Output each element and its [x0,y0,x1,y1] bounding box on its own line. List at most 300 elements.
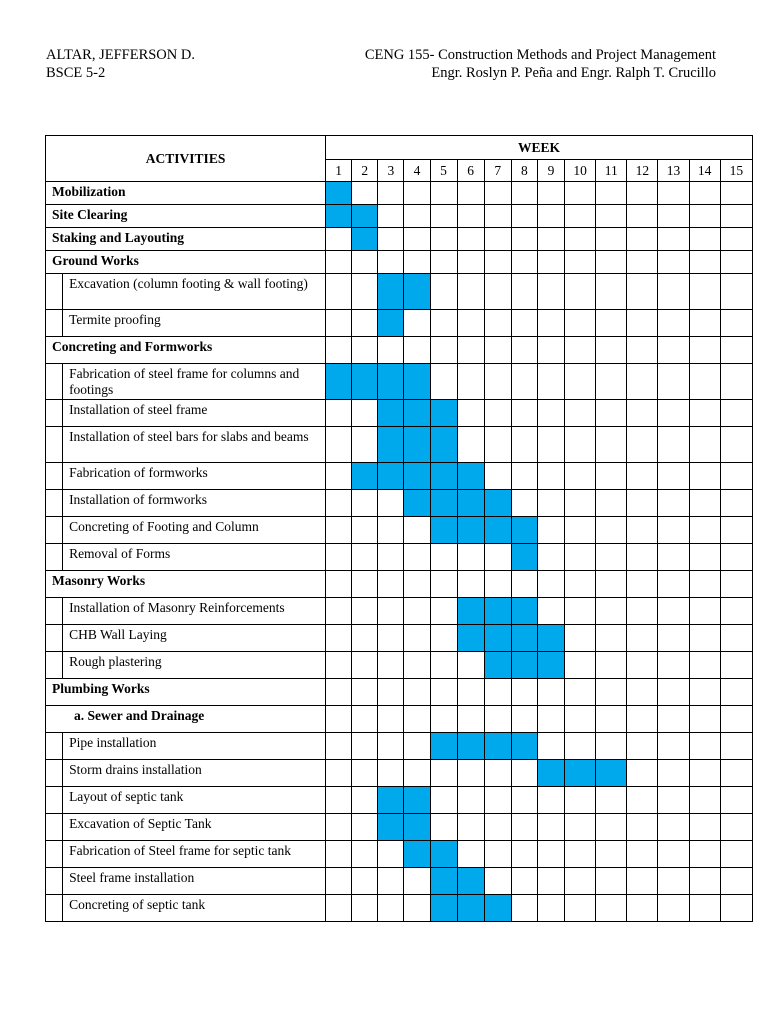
week-cell [378,625,404,652]
activity-row [46,652,753,679]
week-cell [627,679,658,706]
week-number-3: 3 [378,160,404,182]
week-cell [720,679,752,706]
week-cell [352,787,378,814]
activity-label [63,400,326,427]
week-cell [596,274,627,310]
week-cell [484,337,511,364]
week-cell [720,251,752,274]
week-cell [689,652,720,679]
week-cell [511,841,537,868]
indent-cell [46,787,63,814]
activity-label [63,814,326,841]
week-cell [689,760,720,787]
week-cell [565,364,596,400]
week-cell [565,895,596,922]
week-cell [720,205,752,228]
scheduled-week-cell [378,787,404,814]
week-cell [404,895,430,922]
scheduled-week-cell [378,310,404,337]
activity-label [46,571,326,598]
week-cell [689,706,720,733]
week-cell [352,895,378,922]
week-cell [658,337,689,364]
activity-label [63,310,326,337]
activity-row [46,679,753,706]
indent-cell [46,814,63,841]
week-cell [378,228,404,251]
scheduled-week-cell [430,427,457,463]
activity-label [63,760,326,787]
week-cell [565,652,596,679]
week-cell [565,841,596,868]
week-cell [627,228,658,251]
week-number-7: 7 [484,160,511,182]
week-cell [658,895,689,922]
week-cell [596,182,627,205]
week-cell [404,760,430,787]
week-cell [378,544,404,571]
week-cell [627,310,658,337]
scheduled-week-cell [511,733,537,760]
activity-label [46,182,326,205]
week-cell [511,427,537,463]
week-cell [658,251,689,274]
week-cell [537,463,564,490]
week-cell [596,571,627,598]
week-cell [658,427,689,463]
week-cell [484,251,511,274]
scheduled-week-cell [326,205,352,228]
scheduled-week-cell [404,841,430,868]
week-cell [689,182,720,205]
week-cell [511,490,537,517]
week-cell [484,310,511,337]
week-cell [326,490,352,517]
week-cell [484,364,511,400]
activity-label [63,895,326,922]
week-cell [484,679,511,706]
activity-row [46,228,753,251]
week-cell [720,228,752,251]
week-cell [511,251,537,274]
week-cell [720,652,752,679]
week-number-6: 6 [457,160,484,182]
week-cell [689,490,720,517]
week-cell [537,841,564,868]
week-cell [627,463,658,490]
week-cell [565,571,596,598]
activity-row [46,625,753,652]
scheduled-week-cell [378,364,404,400]
week-cell [511,679,537,706]
week-cell [430,337,457,364]
week-cell [511,337,537,364]
week-cell [720,427,752,463]
week-cell [404,517,430,544]
week-cell [596,427,627,463]
scheduled-week-cell [457,463,484,490]
week-cell [352,679,378,706]
week-cell [537,182,564,205]
scheduled-week-cell [596,760,627,787]
week-cell [627,571,658,598]
week-cell [720,364,752,400]
week-cell [720,337,752,364]
week-cell [658,517,689,544]
week-cell [658,544,689,571]
week-cell [720,544,752,571]
scheduled-week-cell [378,274,404,310]
week-cell [378,679,404,706]
week-cell [511,463,537,490]
week-cell [658,400,689,427]
week-cell [720,895,752,922]
week-cell [326,787,352,814]
indent-cell [46,652,63,679]
activity-label-text: Installation of formworks [69,492,208,507]
week-cell [457,679,484,706]
scheduled-week-cell [378,814,404,841]
week-cell [537,868,564,895]
scheduled-week-cell [537,625,564,652]
activities-header: ACTIVITIES [46,136,326,182]
activity-label [63,427,326,463]
week-cell [658,733,689,760]
week-cell [720,274,752,310]
week-cell [326,400,352,427]
week-cell [430,652,457,679]
indent-cell [46,400,63,427]
week-cell [378,841,404,868]
week-cell [627,251,658,274]
week-cell [565,679,596,706]
week-cell [378,652,404,679]
scheduled-week-cell [430,895,457,922]
scheduled-week-cell [457,895,484,922]
week-cell [430,814,457,841]
activity-label-text: Installation of Masonry Reinforcements [69,600,285,615]
activity-label-text: Concreting and Formworks [52,339,213,354]
week-cell [596,679,627,706]
week-number-15: 15 [720,160,752,182]
week-cell [658,205,689,228]
week-cell [352,310,378,337]
week-number-5: 5 [430,160,457,182]
week-cell [484,760,511,787]
indent-cell [46,364,63,400]
activity-label [63,733,326,760]
activity-label [63,463,326,490]
week-cell [596,364,627,400]
week-cell [596,814,627,841]
week-cell [596,841,627,868]
week-cell [627,182,658,205]
week-cell [352,814,378,841]
activity-label-text: a. Sewer and Drainage [74,708,205,723]
week-cell [689,427,720,463]
week-cell [658,364,689,400]
activity-label [46,337,326,364]
week-cell [658,787,689,814]
activity-row [46,598,753,625]
scheduled-week-cell [404,364,430,400]
week-cell [430,544,457,571]
week-cell [378,490,404,517]
week-cell [511,182,537,205]
activity-label-text: Storm drains installation [69,762,202,777]
week-cell [484,544,511,571]
activity-label [63,625,326,652]
week-cell [720,841,752,868]
week-cell [689,251,720,274]
week-cell [484,205,511,228]
activity-row [46,706,753,733]
week-cell [430,571,457,598]
week-cell [720,310,752,337]
week-cell [484,841,511,868]
activity-row [46,274,753,310]
week-cell [689,841,720,868]
week-cell [596,733,627,760]
activity-label [63,490,326,517]
activity-label-text: Fabrication of Steel frame for septic tank [69,843,291,858]
week-cell [457,652,484,679]
week-cell [457,251,484,274]
week-cell [457,427,484,463]
scheduled-week-cell [378,463,404,490]
indent-cell [46,625,63,652]
week-cell [720,463,752,490]
week-cell [352,598,378,625]
activity-row [46,427,753,463]
week-cell [484,706,511,733]
indent-cell [46,733,63,760]
activity-label-text: Concreting of Footing and Column [69,519,259,534]
week-cell [596,251,627,274]
week-cell [352,706,378,733]
activity-label [46,706,326,733]
week-cell [326,868,352,895]
week-cell [658,310,689,337]
week-cell [627,625,658,652]
week-cell [658,760,689,787]
week-cell [596,598,627,625]
week-cell [537,571,564,598]
week-cell [326,652,352,679]
activity-label [46,205,326,228]
activity-row [46,364,753,400]
indent-cell [46,868,63,895]
week-cell [404,310,430,337]
scheduled-week-cell [457,517,484,544]
activity-label-text: Excavation (column footing & wall footing) [69,276,308,291]
scheduled-week-cell [430,517,457,544]
week-cell [720,400,752,427]
week-cell [689,337,720,364]
week-cell [720,517,752,544]
week-cell [326,598,352,625]
week-cell [326,571,352,598]
week-cell [484,814,511,841]
week-cell [565,274,596,310]
week-cell [565,205,596,228]
week-cell [565,598,596,625]
activity-row [46,517,753,544]
week-cell [627,787,658,814]
week-cell [404,625,430,652]
week-cell [537,337,564,364]
scheduled-week-cell [484,652,511,679]
week-cell [537,310,564,337]
week-cell [627,733,658,760]
scheduled-week-cell [404,490,430,517]
week-cell [689,868,720,895]
week-cell [627,427,658,463]
scheduled-week-cell [484,733,511,760]
week-cell [404,868,430,895]
week-cell [378,337,404,364]
week-cell [596,310,627,337]
scheduled-week-cell [404,787,430,814]
week-cell [326,337,352,364]
activity-label-text: Concreting of septic tank [69,897,206,912]
week-cell [537,427,564,463]
week-cell [352,868,378,895]
scheduled-week-cell [537,760,564,787]
week-cell [565,787,596,814]
week-cell [596,652,627,679]
week-cell [565,337,596,364]
activity-label-text: Site Clearing [52,207,128,222]
week-number-10: 10 [565,160,596,182]
week-cell [326,310,352,337]
indent-cell [46,463,63,490]
activity-row [46,841,753,868]
week-cell [537,205,564,228]
scheduled-week-cell [511,598,537,625]
week-cell [457,841,484,868]
week-cell [457,182,484,205]
week-number-1: 1 [326,160,352,182]
activity-label-text: Fabrication of steel frame for columns and footings [69,366,300,397]
week-cell [511,760,537,787]
week-cell [565,490,596,517]
scheduled-week-cell [430,400,457,427]
week-cell [596,895,627,922]
week-cell [627,868,658,895]
week-cell [404,571,430,598]
week-cell [352,625,378,652]
activity-label-text: Installation of steel bars for slabs and beams [69,429,309,444]
week-cell [565,182,596,205]
week-cell [404,544,430,571]
scheduled-week-cell [378,427,404,463]
week-cell [658,598,689,625]
week-cell [627,652,658,679]
activity-row [46,251,753,274]
week-cell [430,251,457,274]
week-cell [326,706,352,733]
week-cell [658,625,689,652]
activity-label-text: Excavation of Septic Tank [69,816,212,831]
scheduled-week-cell [484,598,511,625]
activity-label-text: Masonry Works [52,573,146,588]
week-cell [596,787,627,814]
week-cell [511,895,537,922]
week-cell [352,841,378,868]
week-cell [627,337,658,364]
scheduled-week-cell [352,228,378,251]
activity-label-text: Steel frame installation [69,870,195,885]
week-cell [689,598,720,625]
course-title: CENG 155- Construction Methods and Project Management [364,47,716,63]
week-cell [565,228,596,251]
week-cell [326,733,352,760]
week-cell [689,364,720,400]
scheduled-week-cell [511,517,537,544]
activity-rows [46,182,753,922]
activity-label [63,841,326,868]
week-cell [565,427,596,463]
activity-label [63,544,326,571]
week-cell [565,733,596,760]
week-cell [511,400,537,427]
scheduled-week-cell [457,733,484,760]
activity-label [63,868,326,895]
week-cell [404,228,430,251]
scheduled-week-cell [511,652,537,679]
week-cell [352,517,378,544]
activity-label-text: Ground Works [52,253,139,268]
week-cell [511,364,537,400]
week-cell [658,490,689,517]
week-cell [537,228,564,251]
week-cell [457,787,484,814]
week-cell [596,400,627,427]
week-cell [326,251,352,274]
week-cell [596,625,627,652]
week-cell [720,571,752,598]
activity-label [63,598,326,625]
scheduled-week-cell [537,652,564,679]
activity-row [46,182,753,205]
week-cell [537,544,564,571]
week-cell [326,625,352,652]
scheduled-week-cell [565,760,596,787]
week-cell [511,706,537,733]
week-cell [689,733,720,760]
scheduled-week-cell [326,364,352,400]
scheduled-week-cell [430,841,457,868]
week-cell [404,706,430,733]
week-cell [484,427,511,463]
week-cell [596,868,627,895]
scheduled-week-cell [404,274,430,310]
activity-label [46,679,326,706]
week-cell [326,760,352,787]
week-cell [511,571,537,598]
week-cell [565,310,596,337]
scheduled-week-cell [484,625,511,652]
week-cell [430,310,457,337]
activity-label-text: Rough plastering [69,654,162,669]
activity-label [63,274,326,310]
week-number-13: 13 [658,160,689,182]
indent-cell [46,427,63,463]
week-cell [565,868,596,895]
week-cell [404,182,430,205]
